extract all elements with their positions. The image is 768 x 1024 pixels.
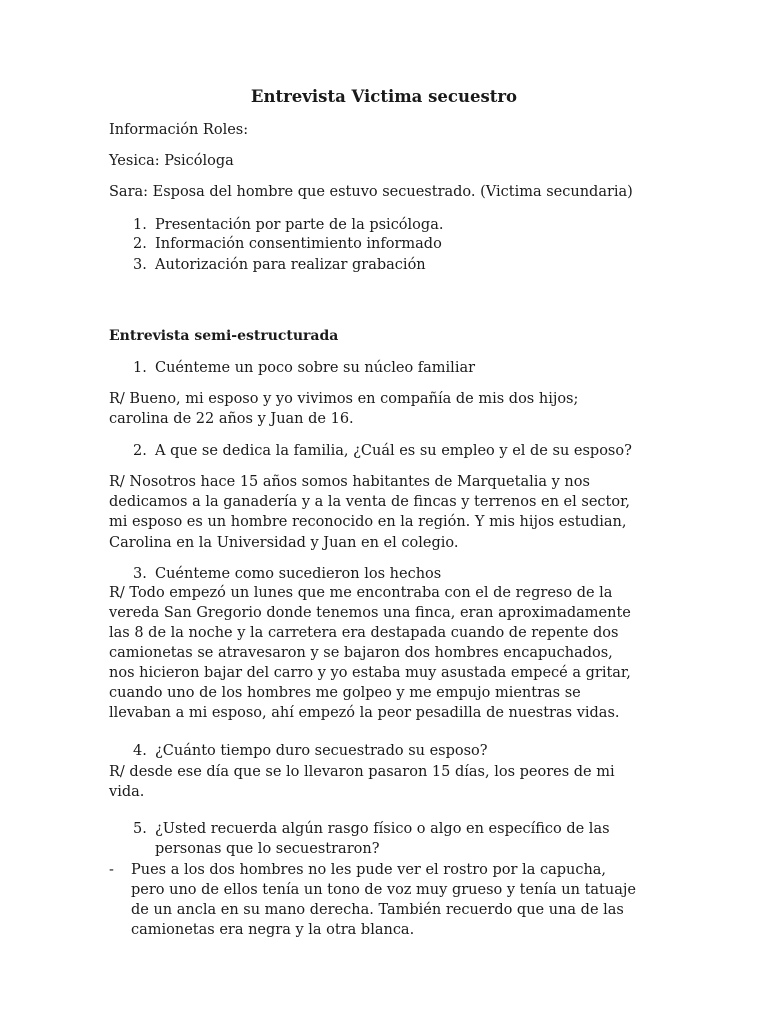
role-interviewee: Sara: Esposa del hombre que estuvo secuestrado. (Victima secundaria) <box>109 184 633 200</box>
question-text: personas que lo secuestraron? <box>155 841 380 857</box>
question-text: Cuénteme un poco sobre su núcleo familiar <box>155 360 476 376</box>
answer-2-line: R/ Nosotros hace 15 años somos habitantes de Marquetalia y nos <box>109 474 590 490</box>
answer-5-line: de un ancla en su mano derecha. También recuerdo que una de las <box>131 902 624 918</box>
answer-5-line: camionetas era negra y la otra blanca. <box>131 922 415 938</box>
answer-4-line: R/ desde ese día que se lo llevaron pasaron 15 días, los peores de mi <box>109 764 615 780</box>
question-number: 5. <box>133 821 147 837</box>
answer-2-line: Carolina en la Universidad y Juan en el colegio. <box>109 535 459 551</box>
answer-5-line: Pues a los dos hombres no les pude ver el rostro por la capucha, <box>131 862 607 878</box>
intro-list-item <box>0 234 768 254</box>
answer-3-line: R/ Todo empezó un lunes que me encontraba con el de regreso de la <box>109 585 613 601</box>
question-text: Cuénteme como sucedieron los hechos <box>155 566 442 582</box>
question-4 <box>0 741 768 761</box>
roles-heading: Información Roles: <box>109 122 249 138</box>
list-text: Presentación por parte de la psicóloga. <box>155 217 444 233</box>
list-text: Autorización para realizar grabación <box>155 257 426 273</box>
list-number: 2. <box>133 236 147 252</box>
answer-3-line: vereda San Gregorio donde tenemos una finca, eran aproximadamente <box>109 605 631 621</box>
section-heading: Entrevista semi-estructurada <box>109 328 339 344</box>
question-3 <box>0 564 768 584</box>
answer-5-continuation <box>0 900 768 920</box>
question-5-continuation <box>0 839 768 859</box>
question-1 <box>0 358 768 378</box>
question-2 <box>0 441 768 461</box>
answer-5-continuation <box>0 880 768 900</box>
answer-3-line: camionetas se atravesaron y se bajaron dos hombres encapuchados, <box>109 645 613 661</box>
answer-1-line: R/ Bueno, mi esposo y yo vivimos en compañía de mis dos hijos; <box>109 391 579 407</box>
answer-5-bullet <box>0 860 768 880</box>
answer-3-line: las 8 de la noche y la carretera era destapada cuando de repente dos <box>109 625 619 641</box>
answer-1-line: carolina de 22 años y Juan de 16. <box>109 411 354 427</box>
answer-3-line: cuando uno de los hombres me golpeo y me empujo mientras se <box>109 685 581 701</box>
answer-3-line: llevaban a mi esposo, ahí empezó la peor pesadilla de nuestras vidas. <box>109 705 620 721</box>
intro-list-item <box>0 215 768 235</box>
intro-list-item <box>0 255 768 275</box>
question-number: 4. <box>133 743 147 759</box>
question-text: ¿Cuánto tiempo duro secuestrado su esposo? <box>155 743 488 759</box>
answer-5-continuation <box>0 920 768 940</box>
role-psychologist: Yesica: Psicóloga <box>109 153 234 169</box>
question-number: 1. <box>133 360 147 376</box>
answer-2-line: mi esposo es un hombre reconocido en la región. Y mis hijos estudian, <box>109 514 627 530</box>
list-number: 3. <box>133 257 147 273</box>
answer-2-line: dedicamos a la ganadería y a la venta de fincas y terrenos en el sector, <box>109 494 631 510</box>
question-5 <box>0 819 768 839</box>
list-text: Información consentimiento informado <box>155 236 442 252</box>
list-number: 1. <box>133 217 147 233</box>
answer-5-line: pero uno de ellos tenía un tono de voz muy grueso y tenía un tatuaje <box>131 882 636 898</box>
question-number: 2. <box>133 443 147 459</box>
document-title: Entrevista Victima secuestro <box>250 87 518 106</box>
question-text: ¿Usted recuerda algún rasgo físico o algo en específico de las <box>155 821 610 837</box>
question-text: A que se dedica la familia, ¿Cuál es su empleo y el de su esposo? <box>155 443 632 459</box>
dash-bullet: - <box>109 862 114 878</box>
question-number: 3. <box>133 566 147 582</box>
answer-4-line: vida. <box>109 784 145 800</box>
answer-3-line: nos hicieron bajar del carro y yo estaba muy asustada empecé a gritar, <box>109 665 631 681</box>
